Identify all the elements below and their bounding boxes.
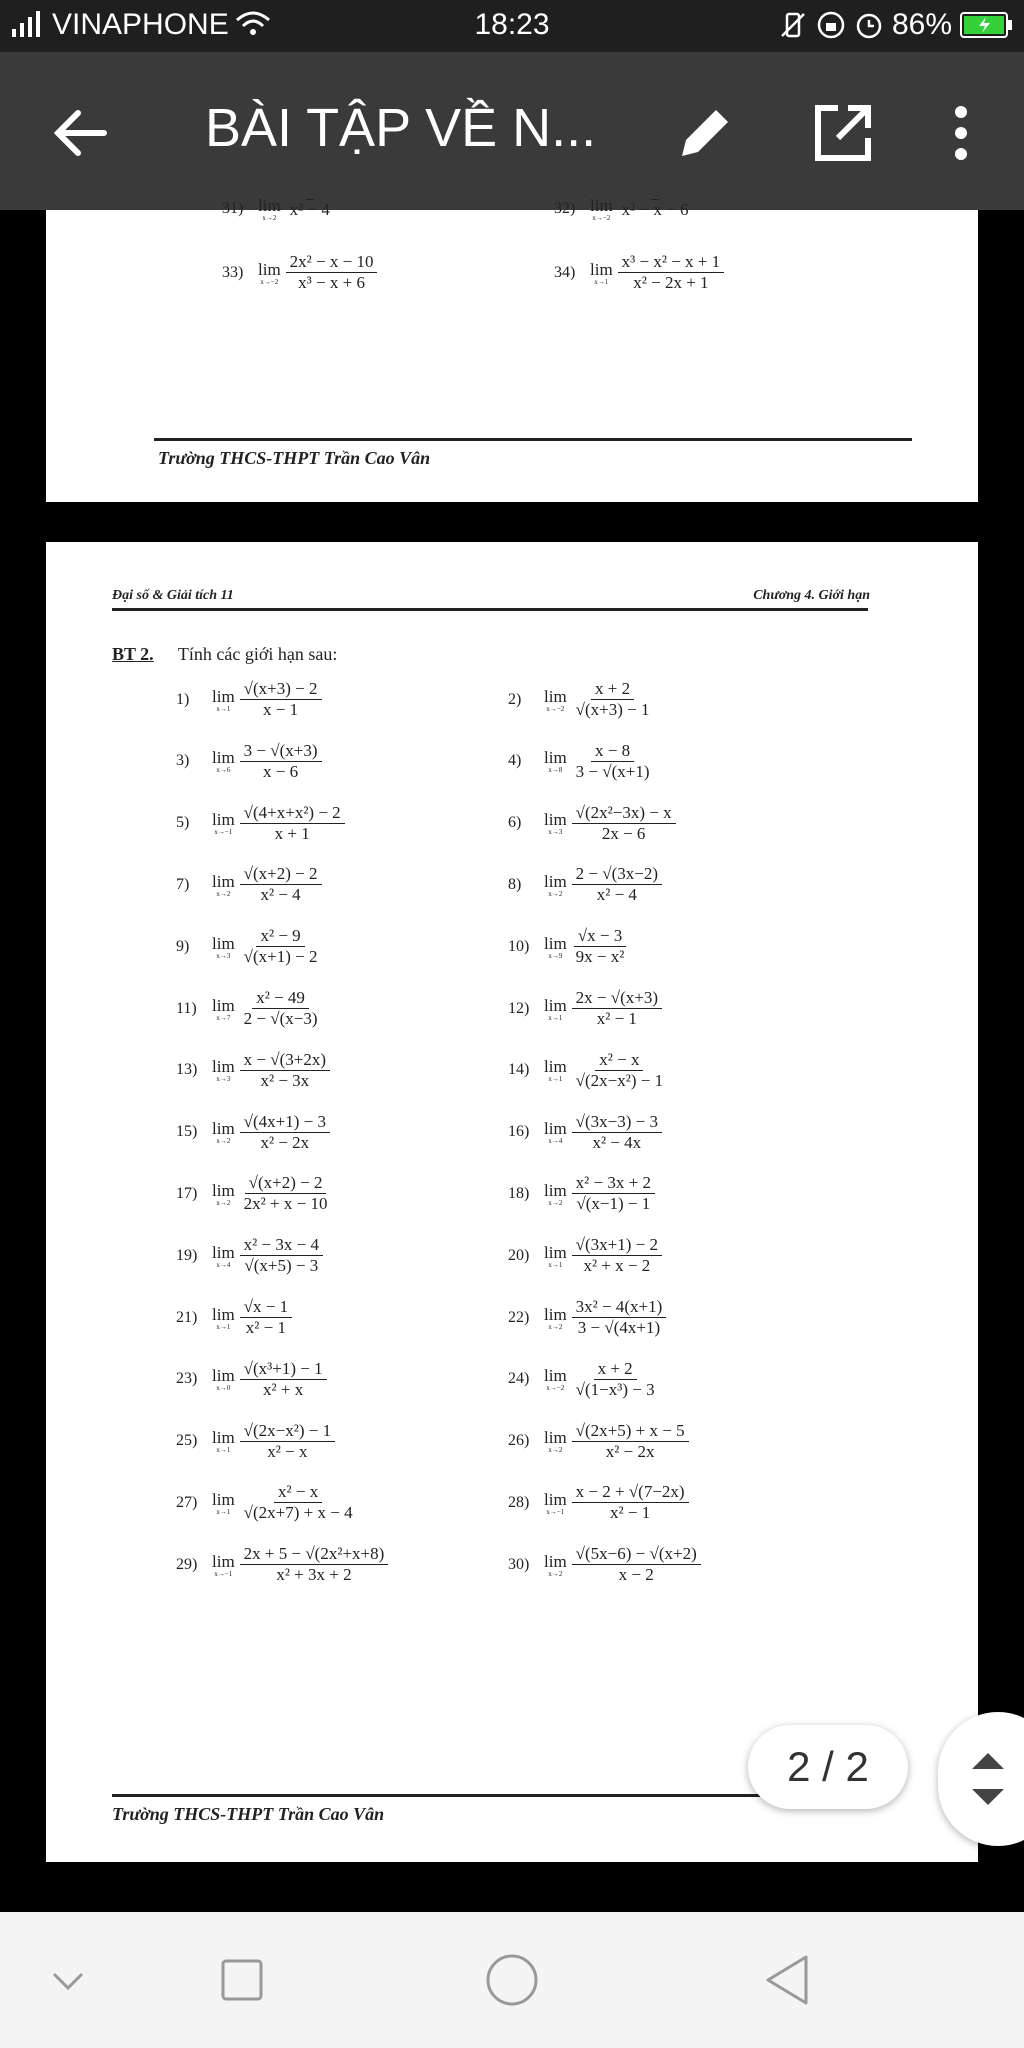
fraction-denominator: 9x − x² (575, 947, 625, 967)
fraction-numerator: x² − 3x + 2 (572, 1173, 655, 1194)
exercise-item (176, 1050, 330, 1091)
recent-apps-icon[interactable] (217, 1955, 267, 2005)
item-number: 34) (554, 263, 576, 281)
fraction-denominator: x + 1 (274, 823, 310, 843)
fraction-denominator: x² + x (263, 1379, 304, 1399)
exercise-item (508, 1544, 701, 1585)
status-right (778, 8, 1014, 42)
page-indicator: 2 / 2 (748, 1725, 908, 1809)
exercise-item (508, 741, 654, 782)
limit-symbol: lim x→1 (212, 1489, 235, 1516)
fraction-denominator: √(1−x³) − 3 (575, 1379, 655, 1399)
fraction (572, 1050, 667, 1091)
limit-symbol: lim x→3 (544, 810, 567, 837)
exercise-item (508, 926, 628, 967)
exercise-item (176, 1235, 323, 1276)
item-number: 22) (508, 1308, 530, 1326)
limit-symbol: lim x→−2 (544, 1366, 567, 1393)
fraction (572, 1482, 689, 1523)
limit-symbol: lim x→1 (544, 995, 567, 1022)
item-number: 16) (508, 1123, 530, 1141)
exercise-item (176, 1173, 331, 1214)
fraction: x² − x − 6 (621, 199, 689, 219)
limit-symbol: lim x→1 (212, 1428, 235, 1455)
page-footer: Trường THCS-THPT Trần Cao Vân (158, 448, 431, 468)
item-number: 33) (222, 263, 244, 281)
limit-symbol: lim x→2 (544, 1304, 567, 1331)
item-number: 24) (508, 1370, 530, 1388)
fraction-denominator: 2 − √(x−3) (243, 1009, 318, 1028)
item-number: 27) (176, 1493, 198, 1511)
alarm-icon (854, 10, 884, 40)
fraction (572, 1112, 662, 1153)
header-rule (112, 608, 868, 611)
system-navigation-bar (0, 1912, 1024, 2048)
limit-symbol: lim x→3 (212, 933, 235, 960)
exercise-item (176, 1359, 327, 1400)
item-number: 10) (508, 937, 530, 955)
exercise-item (176, 1297, 292, 1338)
limit-symbol: lim x→6 (212, 748, 235, 775)
fraction-denominator: x² − 1 (245, 1318, 286, 1337)
app-toolbar (0, 52, 1024, 210)
fraction-numerator: x² − x (274, 1482, 322, 1503)
fraction (240, 741, 322, 782)
fraction-denominator: x² − 2x (605, 1441, 655, 1461)
limit-symbol: lim x→1 (212, 686, 235, 713)
exercise-item (508, 864, 662, 905)
fraction-denominator: x² − 3x (260, 1070, 310, 1090)
limit-symbol: lim x→−2 (590, 196, 613, 222)
pdf-page-1 (46, 196, 978, 502)
fraction-numerator: x² − 49 (252, 988, 309, 1009)
fraction-numerator: x² − 3x − 4 (240, 1235, 323, 1256)
limit-symbol: lim x→1 (544, 1057, 567, 1084)
fraction (240, 988, 322, 1029)
fraction-denominator: x − 1 (263, 700, 299, 719)
limit-symbol: lim x→4 (212, 1242, 235, 1269)
exercise-item (508, 1173, 655, 1214)
limit-symbol: lim x→2 (544, 1551, 567, 1578)
fraction-denominator: x² − 4 (596, 885, 637, 905)
limit-symbol: lim x→0 (212, 1366, 235, 1393)
item-number: 30) (508, 1555, 530, 1573)
exercise-item (176, 1112, 330, 1153)
fraction-numerator: √(x³+1) − 1 (240, 1359, 327, 1380)
limit-symbol: lim x→−2 (258, 259, 281, 286)
exercise-item (554, 252, 724, 293)
fraction (240, 1173, 332, 1214)
fraction (572, 864, 662, 905)
fraction-denominator: 2x² + x − 10 (243, 1194, 328, 1214)
footer-rule (112, 1794, 868, 1797)
document-title: BÀI TẬP VỀ N... (205, 98, 597, 158)
page-header-right: Chương 4. Giới hạn (753, 588, 870, 603)
item-number: 26) (508, 1432, 530, 1450)
fraction-denominator: x² − 2x (260, 1132, 310, 1152)
battery-percent: 86% (891, 8, 952, 41)
more-vert-icon[interactable] (926, 98, 996, 168)
item-number: 9) (176, 937, 190, 955)
fraction-denominator: √(x+5) − 3 (244, 1256, 319, 1276)
item-number: 1) (176, 690, 190, 708)
exercise-item (508, 1112, 662, 1153)
fraction-denominator: x − 6 (263, 761, 299, 781)
fraction (240, 679, 322, 720)
fraction (572, 803, 676, 844)
item-number: 8) (508, 875, 522, 893)
limit-symbol: lim x→2 (544, 871, 567, 898)
chevron-down-icon[interactable] (48, 1960, 88, 2000)
exercise-item (222, 196, 334, 222)
exercise-item (508, 1421, 689, 1462)
item-number: 29) (176, 1555, 198, 1573)
vibrate-off-icon (778, 10, 808, 40)
item-number: 32) (554, 200, 576, 217)
fraction: x² − 4 (289, 199, 330, 219)
fraction-numerator: √(4+x+x²) − 2 (240, 803, 345, 824)
exercise-item (508, 1482, 689, 1523)
limit-symbol: lim x→4 (544, 1119, 567, 1146)
fraction-numerator: √(3x−3) − 3 (572, 1112, 662, 1133)
fraction (572, 679, 654, 720)
fraction: $\frac{\text{2x² − x − 10}}{\text{x³ − x + 6}}$ (286, 252, 378, 293)
limit-symbol: lim x→8 (544, 748, 567, 775)
pencil-icon[interactable] (670, 98, 740, 168)
fraction-numerator: √(3x+1) − 2 (572, 1235, 662, 1256)
exercise-item (176, 1544, 388, 1585)
limit-symbol: lim x→1 (590, 259, 613, 286)
fraction-numerator: 2 − √(3x−2) (572, 864, 662, 885)
item-number: 20) (508, 1246, 530, 1264)
status-bar (0, 0, 1024, 52)
limit-symbol: lim x→7 (212, 995, 235, 1022)
limit-symbol: lim x→−2 (544, 686, 567, 713)
scroll-up-down-icon (958, 1739, 1018, 1819)
back-icon[interactable] (762, 1953, 812, 2007)
fraction-denominator: x² + 3x + 2 (276, 1565, 352, 1585)
fraction-numerator: √(2x+5) + x − 5 (572, 1421, 689, 1442)
back-arrow-icon[interactable] (46, 98, 116, 168)
fraction (572, 988, 662, 1029)
exercise-item (176, 803, 345, 844)
item-number: 11) (176, 999, 197, 1017)
exercise-item (508, 679, 654, 720)
fraction-denominator: x² − 1 (610, 1503, 651, 1523)
limit-symbol: lim x→1 (212, 1304, 235, 1331)
fraction (240, 1050, 330, 1091)
item-number: 5) (176, 814, 190, 832)
page-header-left: Đại số & Giải tích 11 (112, 588, 234, 603)
fraction-denominator: √(2x+7) + x − 4 (243, 1503, 353, 1523)
limit-symbol: lim x→3 (212, 1057, 235, 1084)
exercise-item (176, 741, 322, 782)
exercise-item (176, 679, 322, 720)
fraction (240, 1359, 327, 1400)
carrier-name: VINAPHONE (52, 8, 229, 41)
exercise-item (176, 926, 322, 967)
fraction-numerator: x² − 9 (256, 926, 304, 947)
item-number: 23) (176, 1370, 198, 1388)
limit-symbol: lim x→−1 (212, 810, 235, 837)
fraction-denominator: x² + x − 2 (583, 1256, 651, 1276)
fraction-numerator: x − 8 (591, 741, 634, 762)
battery-charging-icon (960, 11, 1014, 39)
item-number: 19) (176, 1246, 198, 1264)
limit-symbol: lim x→−1 (212, 1551, 235, 1578)
fraction (572, 926, 629, 967)
exercise-item (508, 1297, 666, 1338)
exercise-heading (112, 644, 337, 665)
item-number: 15) (176, 1123, 198, 1141)
limit-symbol: lim x→1 (544, 1242, 567, 1269)
item-number: 3) (176, 752, 190, 770)
item-number: 17) (176, 1184, 198, 1202)
fraction-numerator: x − 2 + √(7−2x) (572, 1482, 689, 1503)
fraction-numerator: x + 2 (594, 1359, 637, 1380)
exercise-item (176, 988, 322, 1029)
limit-symbol: lim x→2 (258, 196, 281, 222)
fraction (240, 1544, 389, 1585)
limit-symbol: lim x→2 (212, 1180, 235, 1207)
item-number: 2) (508, 690, 522, 708)
fraction-denominator: √(x−1) − 1 (576, 1194, 651, 1214)
page-footer: Trường THCS-THPT Trần Cao Vân (112, 1804, 385, 1824)
exercise-item (222, 252, 377, 293)
fraction-denominator: x² − 4 (260, 885, 301, 905)
item-number: 14) (508, 1061, 530, 1079)
fraction (240, 1297, 292, 1338)
fraction-denominator: 3 − √(x+1) (575, 761, 650, 781)
fraction-denominator: x² − x (267, 1441, 308, 1461)
limit-symbol: lim x→2 (212, 871, 235, 898)
fraction (240, 864, 322, 905)
fraction (240, 1482, 357, 1523)
exercise-item (508, 1359, 659, 1400)
item-number: 31) (222, 200, 244, 217)
item-number: 7) (176, 875, 190, 893)
limit-symbol: lim x→2 (212, 1119, 235, 1146)
item-number: 6) (508, 814, 522, 832)
fraction (572, 1359, 659, 1400)
fraction-numerator: √(x+2) − 2 (240, 864, 322, 885)
fraction (240, 803, 345, 844)
fraction-numerator: x² − x (595, 1050, 643, 1071)
exercise-item (176, 864, 322, 905)
limit-symbol: lim x→9 (544, 933, 567, 960)
footer-rule (154, 438, 912, 441)
fraction-numerator: x + 2 (591, 679, 634, 700)
fraction-denominator: x² − 1 (596, 1009, 637, 1028)
fraction: $\frac{\text{x³ − x² − x + 1}}{\text{x² − 2x + 1}}$ (618, 252, 724, 293)
fraction-numerator: 3 − √(x+3) (240, 741, 322, 762)
fraction-numerator: 2x + 5 − √(2x²+x+8) (240, 1544, 389, 1565)
fraction-denominator: √(x+3) − 1 (575, 700, 650, 719)
fraction (240, 1235, 323, 1276)
fraction-numerator: √(4x+1) − 3 (240, 1112, 330, 1133)
fraction-denominator: 2x − 6 (601, 823, 646, 843)
fraction-denominator: x² − 4x (592, 1132, 642, 1152)
fraction-numerator: √(x+2) − 2 (245, 1173, 327, 1194)
fraction-denominator: √(2x−x²) − 1 (575, 1070, 664, 1090)
fraction (572, 1544, 701, 1585)
fraction-numerator: √(x+3) − 2 (240, 679, 322, 700)
fraction (240, 1421, 335, 1462)
item-number: 21) (176, 1308, 198, 1326)
fraction-numerator: √(5x−6) − √(x+2) (572, 1544, 701, 1565)
fraction-numerator: √(2x−x²) − 1 (240, 1421, 335, 1442)
lock-rotation-icon (816, 10, 846, 40)
home-icon[interactable] (482, 1950, 542, 2010)
exercise-label: BT 2. (112, 644, 154, 664)
exercise-instruction: Tính các giới hạn sau: (177, 644, 338, 664)
exercise-item (554, 196, 692, 222)
item-number: 13) (176, 1061, 198, 1079)
fraction-denominator: √(x+1) − 2 (243, 947, 318, 967)
exercise-item (508, 1235, 662, 1276)
item-number: 28) (508, 1493, 530, 1511)
item-number: 18) (508, 1184, 530, 1202)
fraction-numerator: √(2x²−3x) − x (572, 803, 676, 824)
fraction (572, 1297, 667, 1338)
exercise-item (508, 988, 662, 1029)
item-number: 4) (508, 752, 522, 770)
exercise-item (176, 1482, 357, 1523)
fraction-denominator: x − 2 (618, 1565, 654, 1585)
open-external-icon[interactable] (808, 98, 878, 168)
fraction (240, 926, 322, 967)
item-number: 25) (176, 1432, 198, 1450)
fraction (240, 1112, 330, 1153)
limit-symbol: lim x→−1 (544, 1489, 567, 1516)
exercise-item (508, 803, 676, 844)
fraction-denominator: 3 − √(4x+1) (577, 1318, 661, 1337)
limit-symbol: lim x→2 (544, 1180, 567, 1207)
exercise-item (508, 1050, 667, 1091)
fraction-numerator: x − √(3+2x) (240, 1050, 330, 1071)
item-number: 12) (508, 999, 530, 1017)
fraction-numerator: √x − 1 (240, 1297, 292, 1318)
fraction-numerator: 2x − √(x+3) (572, 988, 662, 1009)
fraction (572, 1173, 655, 1214)
exercise-item (176, 1421, 335, 1462)
fraction (572, 1235, 662, 1276)
limit-symbol: lim x→2 (544, 1428, 567, 1455)
fraction-numerator: 3x² − 4(x+1) (572, 1297, 667, 1318)
fraction-numerator: √x − 3 (574, 926, 626, 947)
pdf-page-2 (46, 542, 978, 1862)
fraction (572, 741, 654, 782)
fraction (572, 1421, 689, 1462)
status-time: 18:23 (474, 8, 550, 41)
